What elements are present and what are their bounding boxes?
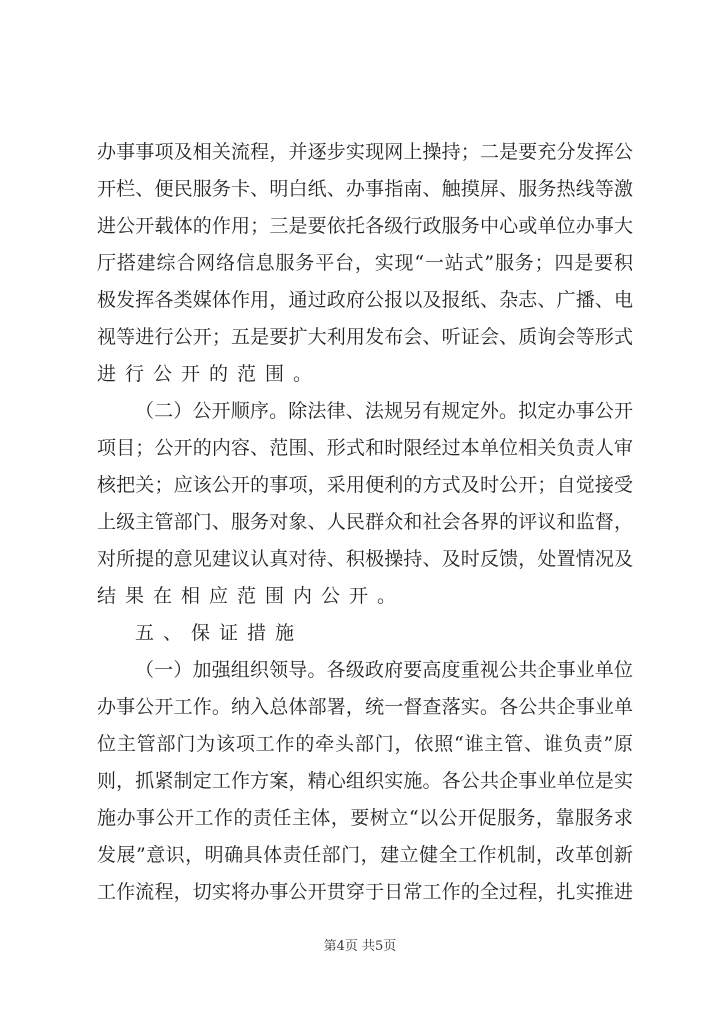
paragraph-line: 办事事项及相关流程，并逐步实现网上操持；二是要充分发挥公 <box>97 141 633 163</box>
paragraph-line: 极发挥各类媒体作用，通过政府公报以及报纸、杂志、广播、电 <box>97 289 633 311</box>
paragraph-line: 厅搭建综合网络信息服务平台，实现“一站式”服务；四是要积 <box>97 252 633 274</box>
paragraph-line: 结果在相应范围内公开。 <box>97 585 406 607</box>
paragraph-line: 开栏、便民服务卡、明白纸、办事指南、触摸屏、服务热线等激 <box>97 178 633 200</box>
paragraph-line: 发展”意识，明确具体责任部门，建立健全工作机制，改革创新 <box>97 844 633 866</box>
page-number-footer: 第4页 共5页 <box>323 939 397 954</box>
paragraph-line: 施办事公开工作的责任主体，要树立“以公开促服务，靠服务求 <box>97 807 633 829</box>
paragraph-line: 对所提的意见建议认真对待、积极操持、及时反馈，处置情况及 <box>97 548 633 570</box>
paragraph-line: 办事公开工作。纳入总体部署，统一督查落实。各公共企事业单 <box>97 696 633 718</box>
paragraph-line: 上级主管部门、服务对象、人民群众和社会各界的评议和监督， <box>97 511 633 533</box>
paragraph-line: （二）公开顺序。除法律、法规另有规定外。拟定办事公开 <box>135 400 633 422</box>
paragraph-line: 视等进行公开；五是要扩大利用发布会、听证会、质询会等形式 <box>97 326 633 348</box>
paragraph-line: 进公开载体的作用；三是要依托各级行政服务中心或单位办事大 <box>97 215 633 237</box>
paragraph-line: 位主管部门为该项工作的牵头部门，依照“谁主管、谁负责”原 <box>97 733 633 755</box>
paragraph-line: 进行公开的范围。 <box>97 363 322 385</box>
paragraph-line: （一）加强组织领导。各级政府要高度重视公共企事业单位 <box>135 659 633 681</box>
paragraph-line: 项目；公开的内容、范围、形式和时限经过本单位相关负责人审 <box>97 437 633 459</box>
paragraph-line: 工作流程，切实将办事公开贯穿于日常工作的全过程，扎实推进 <box>97 881 633 903</box>
paragraph-line: 核把关；应该公开的事项，采用便利的方式及时公开；自觉接受 <box>97 474 633 496</box>
section-heading: 五、保证措施 <box>135 622 304 644</box>
paragraph-line: 则，抓紧制定工作方案，精心组织实施。各公共企事业单位是实 <box>97 770 633 792</box>
